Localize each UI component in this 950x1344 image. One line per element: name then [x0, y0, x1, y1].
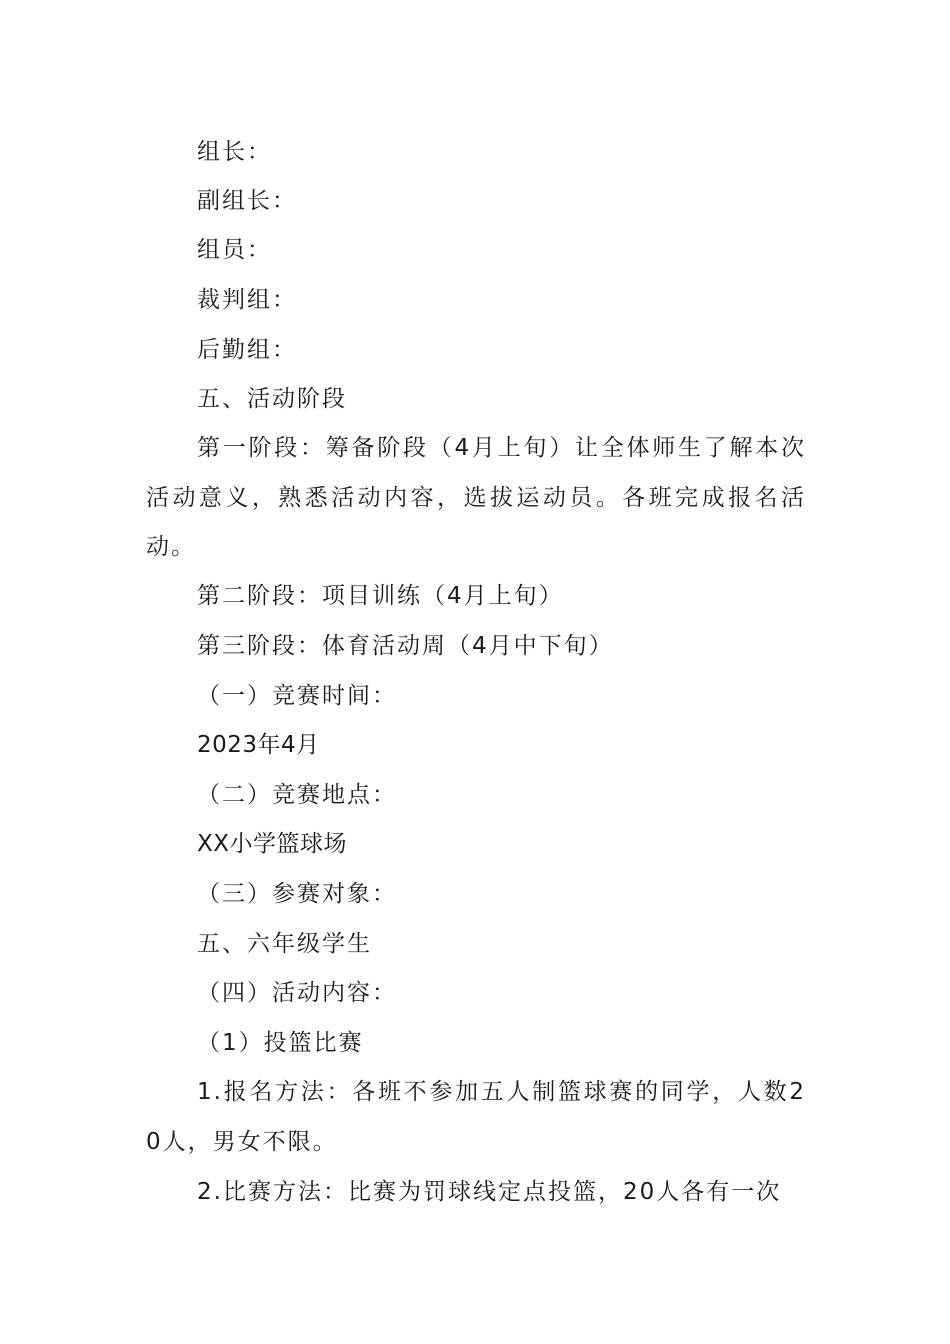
participants-value: 五、六年级学生 — [197, 931, 372, 957]
competition-time-value: 2023年4月 — [197, 732, 320, 758]
competition-venue-value: XX小学篮球场 — [197, 831, 348, 857]
paragraph-competition-method: 2.比赛方法：比赛为罚球线定点投篮，20人各有一次 — [197, 1179, 782, 1205]
line-logistics-group: 后勤组： — [197, 337, 297, 363]
subheading-activity-content: （四）活动内容： — [197, 980, 397, 1006]
subheading-participants: （三）参赛对象： — [197, 881, 397, 907]
paragraph-stage-one: 第一阶段：筹备阶段（4月上旬）让全体师生了解本次活动意义，熟悉活动内容，选拔运动员。各班完成报名活动。 — [146, 435, 806, 560]
paragraph-stage-three: 第三阶段：体育活动周（4月中下旬） — [197, 633, 614, 659]
item-shooting-contest: （1）投篮比赛 — [197, 1030, 364, 1056]
line-referee-group: 裁判组： — [197, 287, 297, 313]
line-group-leader: 组长： — [197, 139, 272, 165]
section-heading-activity-stages: 五、活动阶段 — [197, 386, 347, 412]
subheading-competition-time: （一）竞赛时间： — [197, 683, 397, 709]
line-deputy-leader: 副组长： — [197, 188, 297, 214]
subheading-competition-venue: （二）竞赛地点： — [197, 782, 397, 808]
paragraph-registration-method: 1.报名方法：各班不参加五人制篮球赛的同学，人数20人，男女不限。 — [146, 1079, 806, 1155]
paragraph-stage-two: 第二阶段：项目训练（4月上旬） — [197, 583, 564, 609]
line-members: 组员： — [197, 237, 272, 263]
